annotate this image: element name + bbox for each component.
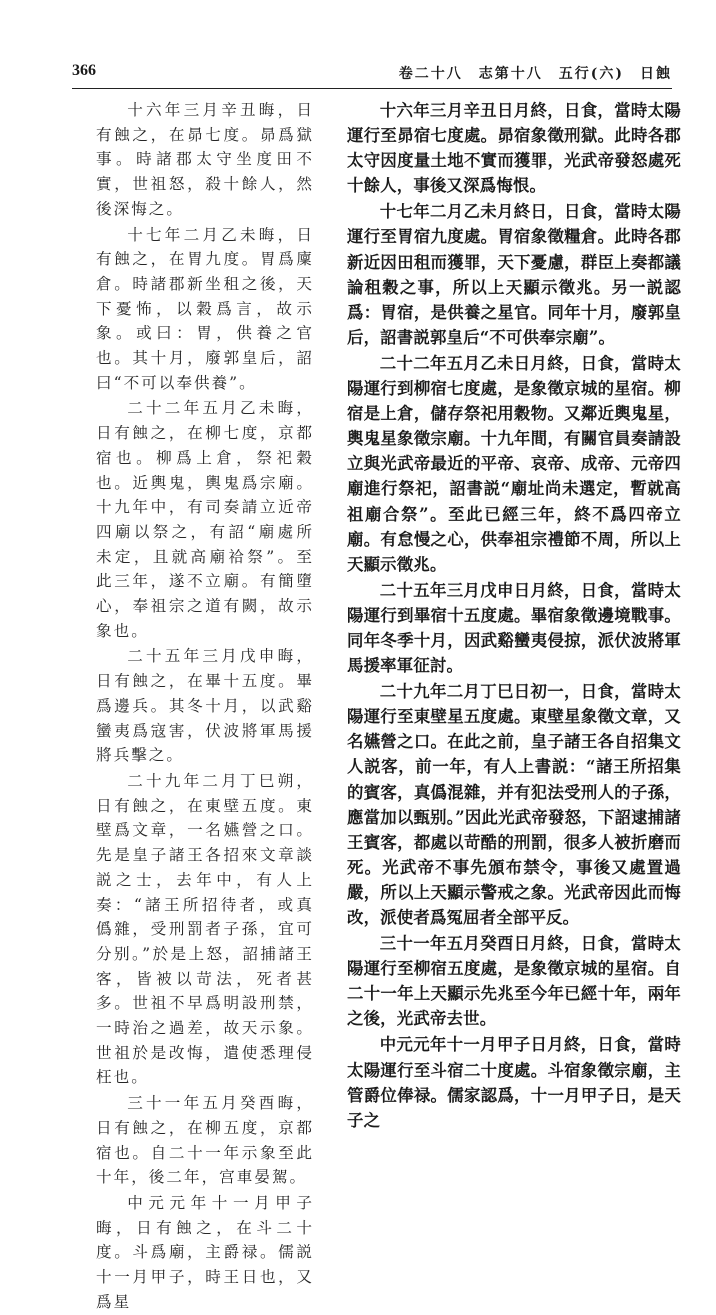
classical-paragraph: 二十五年三月戊申晦，日有蝕之，在畢十五度。畢爲邊兵。其冬十月，以武谿蠻夷爲寇害，伏波將軍馬援將兵擊之。 (96, 647, 314, 765)
translation-paragraph: 二十二年五月乙未日月終，日食，當時太陽運行到柳宿七度處，是象徵京城的星宿。柳宿是上倉，儲存祭祀用穀物。又鄰近輿鬼星，輿鬼星象徵宗廟。十九年間，有關官員奏請設立與光武帝最近的平帝、哀帝、成帝、元帝四廟進行祭祀，詔書説“廟址尚未選定，暫就高祖廟合祭”。至此已經三年，終不爲四帝立廟。有怠慢之心，供奉祖宗禮節不周，所以上天顯示徵兆。 (347, 353, 681, 574)
translation-paragraph: 二十五年三月戊申日月終，日食，當時太陽運行到畢宿十五度處。畢宿象徵邊境戰事。同年冬季十月，因武谿蠻夷侵掠，派伏波將軍馬援率軍征討。 (347, 580, 681, 676)
translation-paragraph: 三十一年五月癸酉日月終，日食，當時太陽運行至柳宿五度處，是象徵京城的星宿。自二十一年上天顯示先兆至今年已經十年，兩年之後，光武帝去世。 (347, 934, 681, 1029)
classical-paragraph: 二十九年二月丁巳朔，日有蝕之，在東壁五度。東壁爲文章，一名嬿營之口。先是皇子諸王各招來文章談説之士，去年中，有人上奏：“諸王所招待者，或真僞雜，受刑罰者子孫，宜可分别。”於是上怒，詔捕諸王客，皆被以苛法，死者甚多。世祖不早爲明設刑禁，一時治之過差，故天示象。世祖於是改悔，遣使悉理侵枉也。 (96, 771, 314, 1087)
header-rule (72, 88, 672, 89)
classical-paragraph: 二十二年五月乙未晦，日有蝕之，在柳七度，京都宿也。柳爲上倉，祭祀穀也。近輿鬼，輿鬼爲宗廟。十九年中，有司奏請立近帝四廟以祭之，有詔“廟處所未定，且就高廟祫祭”。至此三年，遂不立廟。有簡墮心，奉祖宗之道有闕，故示象也。 (96, 399, 314, 640)
translation-paragraph: 十六年三月辛丑日月終，日食，當時太陽運行至昴宿七度處。昴宿象徵刑獄。此時各郡太守因度量土地不實而獲罪，光武帝發怒處死十餘人，事後又深爲悔恨。 (347, 101, 681, 196)
page-number: 366 (72, 62, 96, 79)
translation-text-column (347, 98, 681, 1134)
translation-paragraph: 中元元年十一月甲子日月終，日食，當時太陽運行至斗宿二十度處。斗宿象徵宗廟，主管爵位俸禄。儒家認爲，十一月甲子日，是天子之 (347, 1035, 681, 1130)
classical-paragraph: 十六年三月辛丑晦，日有蝕之，在昴七度。昴爲獄事。時諸郡太守坐度田不實，世祖怒，殺十餘人，然後深悔之。 (96, 101, 314, 218)
classical-text-column (96, 98, 314, 1315)
classical-paragraph: 中元元年十一月甲子晦，日有蝕之，在斗二十度。斗爲廟，主爵禄。儒説十一月甲子，時王日也，又爲星 (96, 1193, 314, 1311)
classical-paragraph: 十七年二月乙未晦，日有蝕之，在胃九度。胃爲廩倉。時諸郡新坐租之後，天下憂怖，以穀爲言，故示象。或曰：胃，供養之官也。其十月，廢郭皇后，詔曰“不可以奉供養”。 (96, 225, 314, 392)
translation-paragraph: 十七年二月乙未月終日，日食，當時太陽運行至胃宿九度處。胃宿象徵糧倉。此時各郡新近因田租而獲罪，天下憂慮，群臣上奏都議論租穀之事，所以上天顯示徵兆。另一説認爲：胃宿，是供養之星官。同年十月，廢郭皇后，詔書説郭皇后“不可供奉宗廟”。 (347, 202, 681, 347)
page-header (72, 62, 672, 82)
classical-paragraph: 三十一年五月癸酉晦，日有蝕之，在柳五度，京都宿也。自二十一年示象至此十年，後二年，宫車晏駕。 (96, 1094, 314, 1187)
translation-paragraph: 二十九年二月丁巳日初一，日食，當時太陽運行至東壁星五度處。東壁星象徵文章，又名嬿營之口。在此之前，皇子諸王各自招集文人説客，前一年，有人上書説：“諸王所招集的賓客，真僞混雜，并有犯法受刑人的子孫，應當加以甄别。”因此光武帝發怒，下詔逮捕諸王賓客，都處以苛酷的刑罰，很多人被折磨而死。光武帝不事先頒布禁令，事後又處置過嚴，所以上天顯示警戒之象。光武帝因此而悔改，派使者爲冤屈者全部平反。 (347, 682, 681, 927)
running-head: 卷二十八 志第十八 五行(六) 日蝕 (398, 66, 672, 82)
